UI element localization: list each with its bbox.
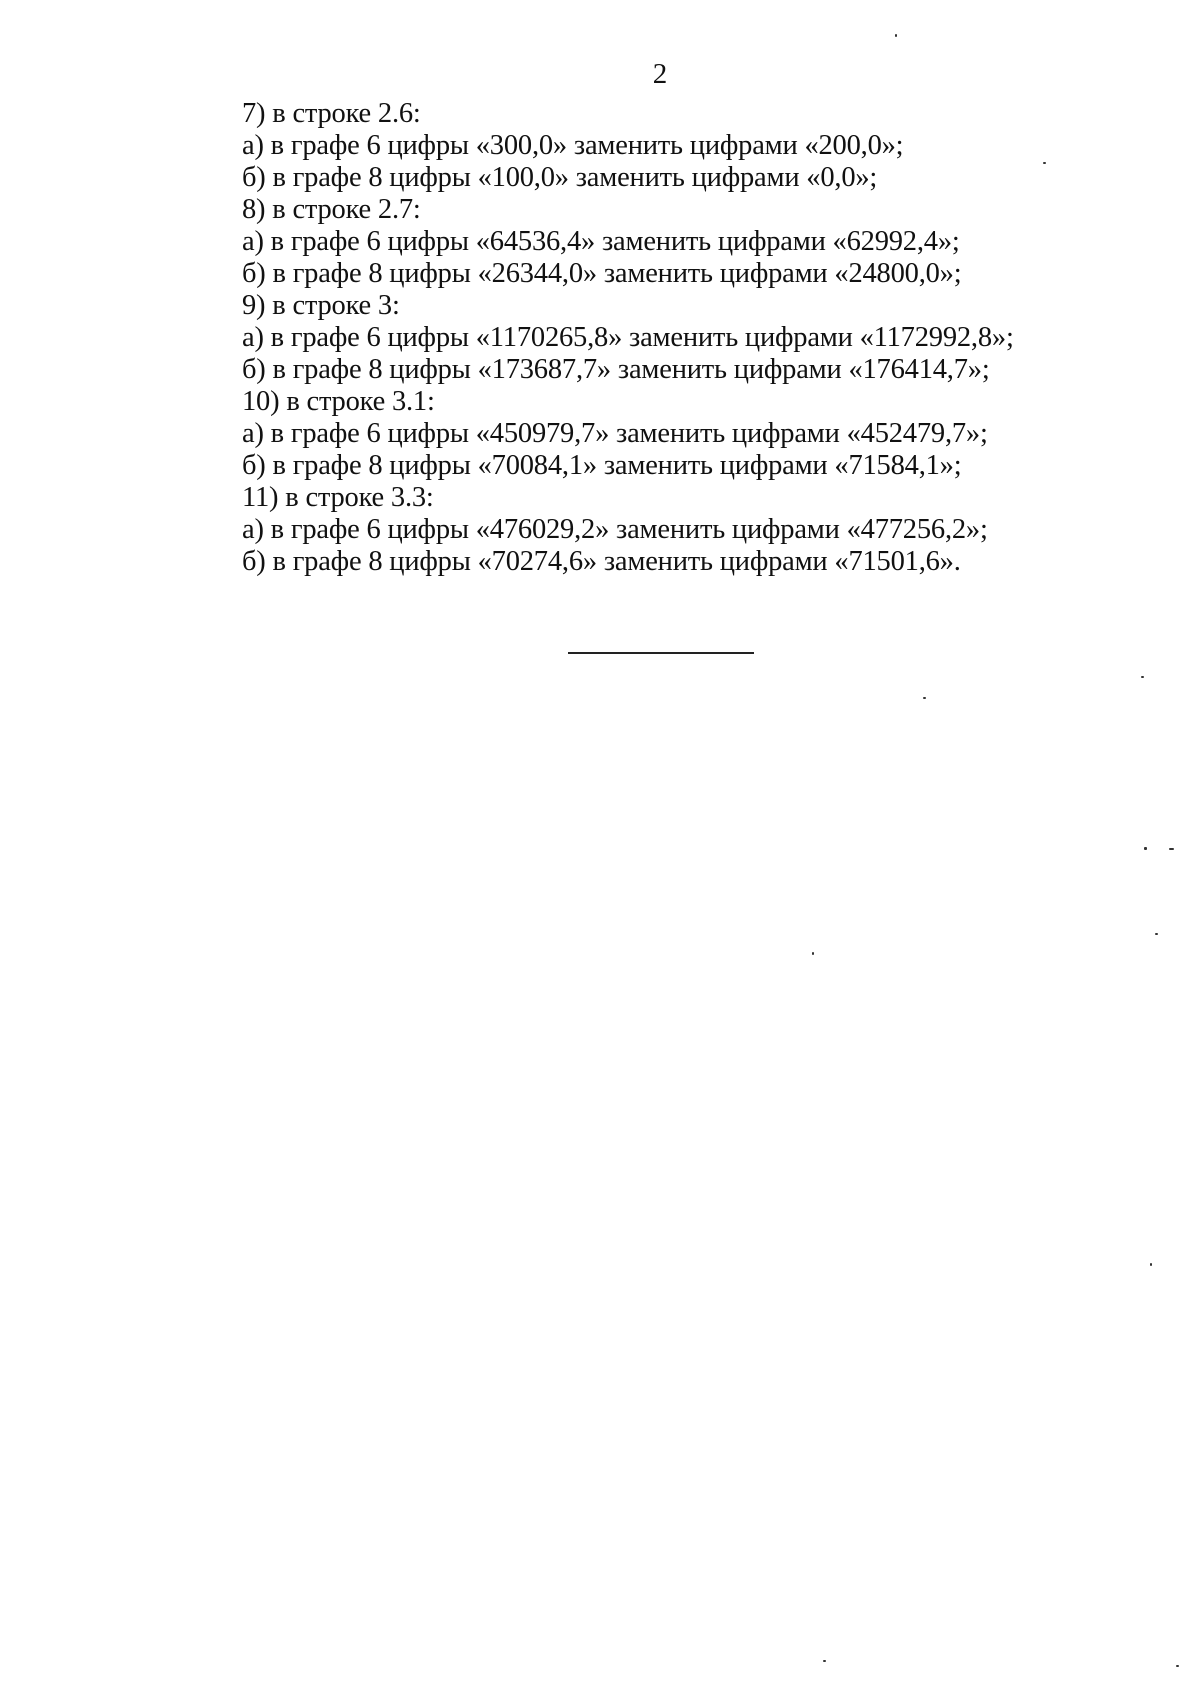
amendment-line: а) в графе 6 цифры «300,0» заменить цифрами «200,0»; xyxy=(242,130,904,161)
end-rule-divider xyxy=(568,652,754,654)
scan-speck xyxy=(812,952,814,955)
scan-speck xyxy=(1043,162,1046,164)
amendment-line: 9) в строке 3: xyxy=(242,290,400,321)
amendment-line: б) в графе 8 цифры «70084,1» заменить цифрами «71584,1»; xyxy=(242,450,962,481)
amendment-line: б) в графе 8 цифры «100,0» заменить цифрами «0,0»; xyxy=(242,162,878,193)
amendment-line: а) в графе 6 цифры «476029,2» заменить цифрами «477256,2»; xyxy=(242,514,988,545)
amendment-line: б) в графе 8 цифры «70274,6» заменить цифрами «71501,6». xyxy=(242,546,961,577)
amendment-line: 7) в строке 2.6: xyxy=(242,98,421,129)
scan-speck xyxy=(1155,933,1158,935)
amendment-line: б) в графе 8 цифры «26344,0» заменить цифрами «24800,0»; xyxy=(242,258,962,289)
amendment-line: 11) в строке 3.3: xyxy=(242,482,434,513)
page-number: 2 xyxy=(652,58,668,90)
scan-speck xyxy=(1169,848,1174,850)
scan-speck xyxy=(1176,1665,1179,1667)
amendment-line: а) в графе 6 цифры «1170265,8» заменить цифрами «1172992,8»; xyxy=(242,322,1014,353)
scan-speck xyxy=(823,1660,826,1662)
amendment-line: 8) в строке 2.7: xyxy=(242,194,421,225)
amendment-line: 10) в строке 3.1: xyxy=(242,386,435,417)
amendment-list xyxy=(242,98,1142,578)
scan-speck xyxy=(1144,847,1147,850)
scan-speck xyxy=(1141,676,1144,678)
amendment-line: а) в графе 6 цифры «450979,7» заменить цифрами «452479,7»; xyxy=(242,418,988,449)
scan-speck xyxy=(895,34,897,37)
scan-speck xyxy=(1150,1263,1152,1266)
scan-speck xyxy=(923,697,926,699)
amendment-line: а) в графе 6 цифры «64536,4» заменить цифрами «62992,4»; xyxy=(242,226,960,257)
amendment-line: б) в графе 8 цифры «173687,7» заменить цифрами «176414,7»; xyxy=(242,354,990,385)
